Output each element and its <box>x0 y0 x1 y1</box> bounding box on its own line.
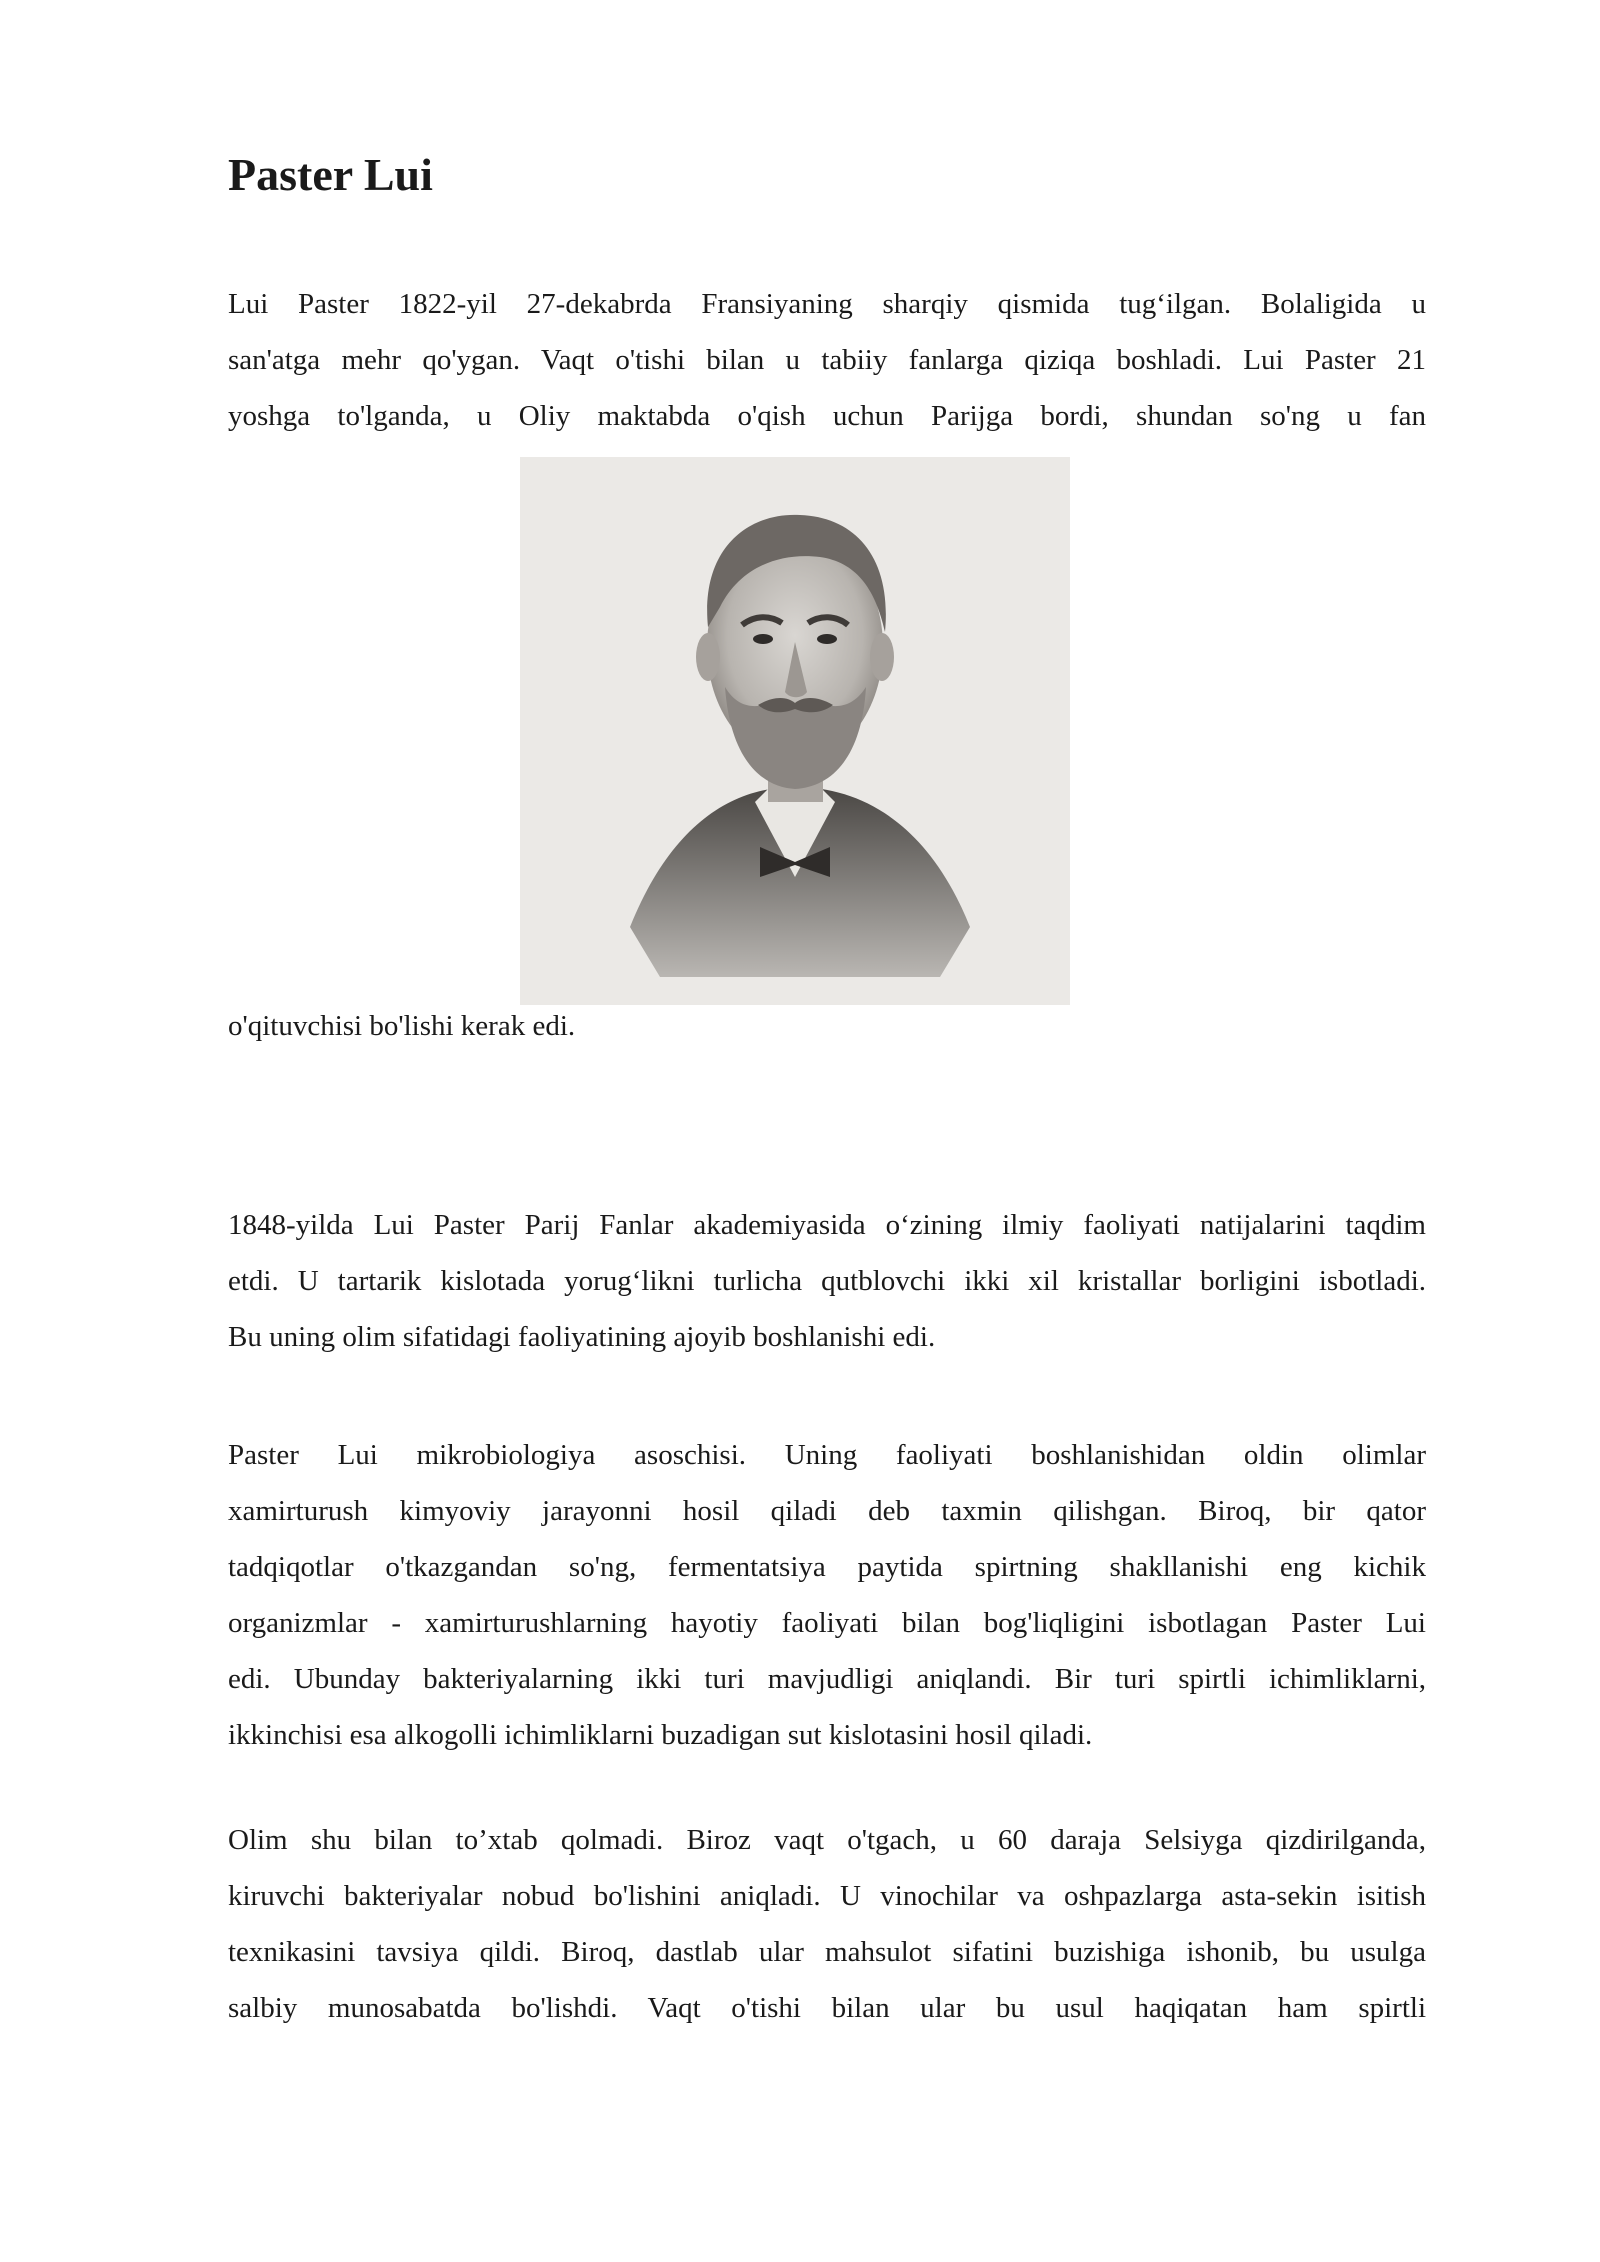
paragraph-line: Olim shu bilan to’xtab qolmadi. Biroz vaqt o'tgach, u 60 daraja Selsiyga qizdirilganda, <box>228 1824 1426 1856</box>
intro-continuation-block <box>228 998 1426 1054</box>
paragraph-line: Paster Lui mikrobiologiya asoschisi. Uning faoliyati boshlanishidan oldin olimlar <box>228 1439 1426 1471</box>
paragraph-line: edi. Ubunday bakteriyalarning ikki turi mavjudligi aniqlandi. Bir turi spirtli ichimliklarni, <box>228 1663 1426 1695</box>
intro-continuation: o'qituvchisi bo'lishi kerak edi. <box>228 1010 576 1042</box>
louis-pasteur-portrait-icon <box>520 457 1070 1005</box>
page-title: Paster Lui <box>228 149 433 200</box>
paragraph-2 <box>228 1427 1426 1763</box>
paragraph-line: etdi. U tartarik kislotada yorug‘likni turlicha qutblovchi ikki xil kristallar borligini isbotladi. <box>228 1265 1426 1297</box>
paragraph-line: ikkinchisi esa alkogolli ichimliklarni buzadigan sut kislotasini hosil qiladi. <box>228 1719 1093 1751</box>
paragraph-line: organizmlar - xamirturushlarning hayotiy faoliyati bilan bog'liqligini isbotlagan Paster Lui <box>228 1607 1426 1639</box>
portrait-image <box>520 457 1070 1005</box>
paragraph-1 <box>228 1197 1426 1365</box>
paragraph-3 <box>228 1812 1426 2036</box>
paragraph-line: Bu uning olim sifatidagi faoliyatining ajoyib boshlanishi edi. <box>228 1321 936 1353</box>
intro-line: Lui Paster 1822-yil 27-dekabrda Fransiyaning sharqiy qismida tug‘ilgan. Bolaligida u <box>228 288 1426 320</box>
paragraph-line: tadqiqotlar o'tkazgandan so'ng, fermentatsiya paytida spirtning shakllanishi eng kichik <box>228 1551 1426 1583</box>
paragraph-line: texnikasini tavsiya qildi. Biroq, dastlab ular mahsulot sifatini buzishiga ishonib, bu usulga <box>228 1936 1426 1968</box>
intro-line: yoshga to'lganda, u Oliy maktabda o'qish uchun Parijga bordi, shundan so'ng u fan <box>228 400 1426 432</box>
paragraph-line: 1848-yilda Lui Paster Parij Fanlar akademiyasida o‘zining ilmiy faoliyati natijalarini taqdim <box>228 1209 1426 1241</box>
paragraph-line: kiruvchi bakteriyalar nobud bo'lishini aniqladi. U vinochilar va oshpazlarga asta-sekin isitish <box>228 1880 1426 1912</box>
paragraph-line: xamirturush kimyoviy jarayonni hosil qiladi deb taxmin qilishgan. Biroq, bir qator <box>228 1495 1426 1527</box>
intro-paragraph <box>228 276 1426 444</box>
intro-line: san'atga mehr qo'ygan. Vaqt o'tishi bilan u tabiiy fanlarga qiziqa boshladi. Lui Paster 21 <box>228 344 1426 376</box>
paragraph-line: salbiy munosabatda bo'lishdi. Vaqt o'tishi bilan ular bu usul haqiqatan ham spirtli <box>228 1992 1426 2024</box>
